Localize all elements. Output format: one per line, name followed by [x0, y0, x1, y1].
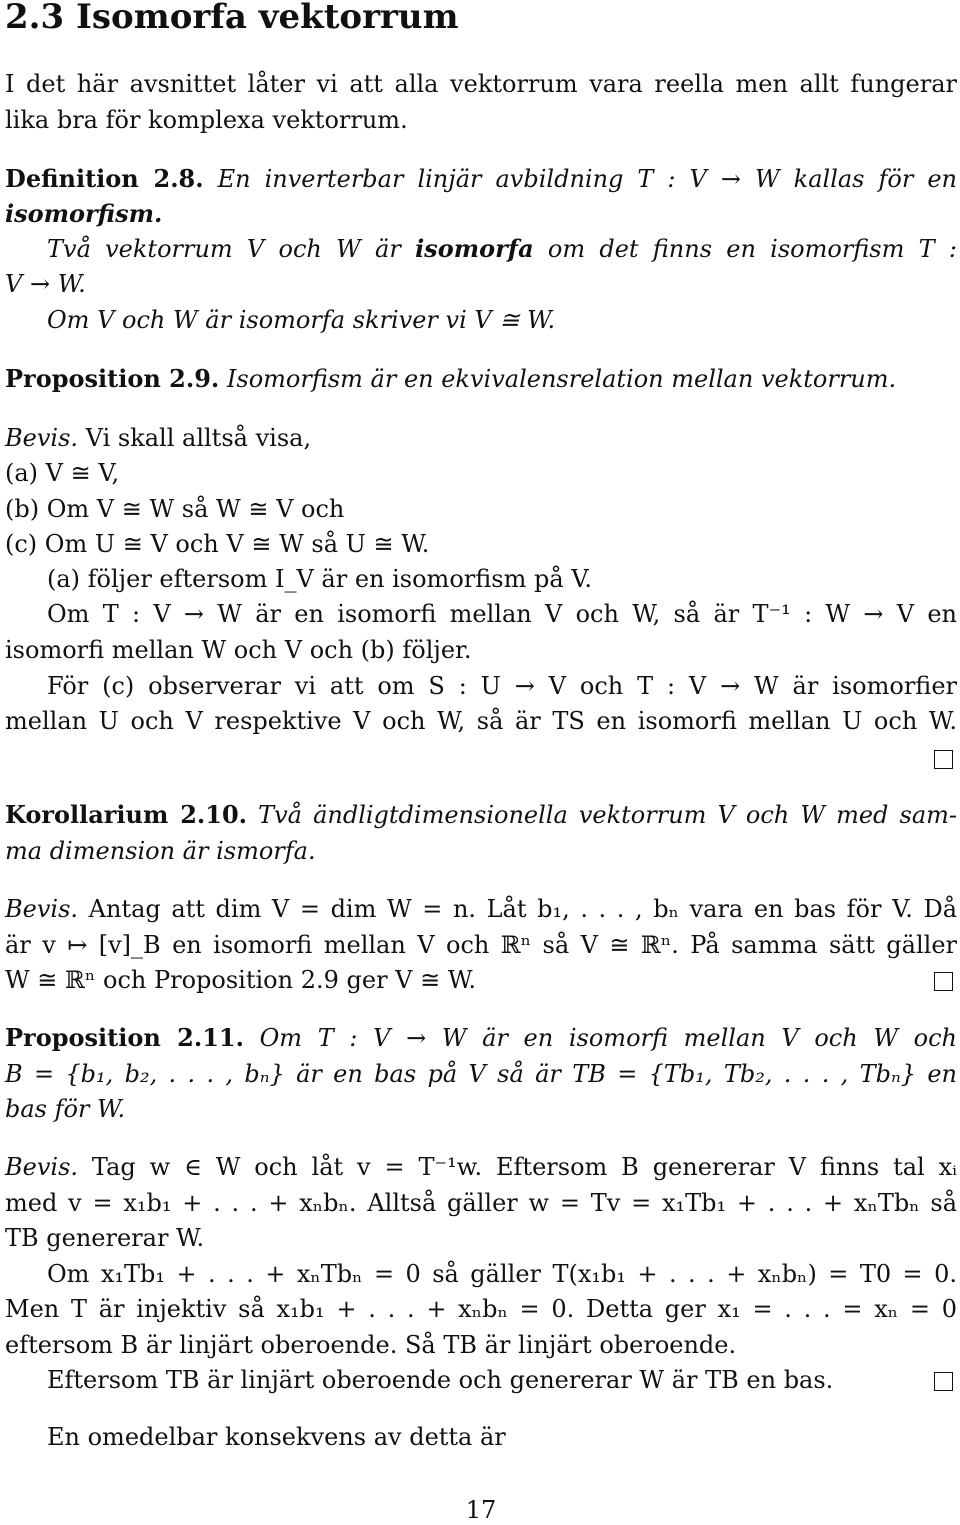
section-title: 2.3 Isomorfa vektorrum: [5, 0, 459, 37]
intro-line-2: lika bra för komplexa vektorrum.: [5, 106, 408, 134]
proposition-2-11-line-3: bas för W.: [5, 1095, 126, 1123]
proposition-2-11-line-2: B = {b₁, b₂, . . . , bₙ} är en bas på V så är TB = {Tb₁, Tb₂, . . . , Tbₙ} en: [5, 1060, 957, 1088]
definition-term-isomorfa: isomorfa: [415, 234, 534, 263]
qed-box-icon: [934, 1372, 953, 1391]
qed-box-icon: [934, 972, 953, 991]
definition-2-8-line-4: V → W.: [5, 270, 86, 298]
proposition-2-9-text: Isomorfism är en ekvivalensrelation mellan vektorrum.: [226, 365, 897, 393]
definition-text: En inverterbar linjär avbildning T : V → W kallas för en: [217, 165, 957, 193]
page-number: 17: [465, 1496, 497, 1524]
proof-1-line-5: (a) följer eftersom I_V är en isomorfism på V.: [47, 565, 593, 593]
proof-1-line-2: (a) V ≅ V,: [5, 459, 120, 487]
proof-2-line-2: är v ↦ [v]_B en isomorfi mellan V och ℝⁿ så V ≅ ℝⁿ. På samma sätt gäller: [5, 931, 957, 959]
definition-heading: Definition 2.8.: [5, 164, 204, 193]
proposition-2-9-heading: Proposition 2.9.: [5, 364, 220, 393]
proof-3-line-1: Bevis. Tag w ∈ W och låt v = T⁻¹w. Eftersom B genererar V finns tal xᵢ: [5, 1153, 957, 1181]
definition-2-8-line-1: [5, 164, 957, 194]
proposition-2-11-line-1: Proposition 2.11. Om T : V → W är en isomorfi mellan V och W och: [5, 1023, 957, 1052]
korollarium-2-10-line-1: Korollarium 2.10. Två ändligtdimensionella vektorrum V och W med sam-: [5, 800, 958, 829]
qed-box-icon: [934, 750, 953, 769]
proof-1-line-4: (c) Om U ≅ V och V ≅ W så U ≅ W.: [5, 530, 430, 558]
proof-1-line-9: mellan U och V respektive V och W, så är TS en isomorfi mellan U och W.: [5, 707, 957, 735]
proof-1-line-7: isomorfi mellan W och V och (b) följer.: [5, 636, 472, 664]
definition-term-isomorfism: isomorfism.: [5, 199, 163, 228]
proof-3-line-3: TB genererar W.: [5, 1224, 205, 1252]
proof-3-line-5: Men T är injektiv så x₁b₁ + . . . + xₙbₙ = 0. Detta ger x₁ = . . . = xₙ = 0: [5, 1295, 957, 1323]
proof-1-line-6: Om T : V → W är en isomorfi mellan V och W, så är T⁻¹ : W → V en: [47, 600, 957, 628]
proof-3-line-2: med v = x₁b₁ + . . . + xₙbₙ. Alltså gäller w = Tv = x₁Tb₁ + . . . + xₙTbₙ så: [5, 1189, 957, 1217]
proof-2-line-3: W ≅ ℝⁿ och Proposition 2.9 ger V ≅ W.: [5, 966, 476, 994]
proof-3-line-7: Eftersom TB är linjärt oberoende och genererar W är TB en bas.: [47, 1366, 834, 1394]
closing-line: En omedelbar konsekvens av detta är: [47, 1423, 506, 1451]
korollarium-2-10-line-2: ma dimension är ismorfa.: [5, 837, 316, 865]
proof-3-line-6: eftersom B är linjärt oberoende. Så TB är linjärt oberoende.: [5, 1331, 737, 1359]
proof-1-line-8: För (c) observerar vi att om S : U → V och T : V → W är isomorfier: [47, 672, 957, 700]
definition-2-8-line-3: Två vektorrum V och W är isomorfa om det finns en isomorfism T :: [47, 234, 957, 263]
proof-2-line-1: Bevis. Antag att dim V = dim W = n. Låt b₁, . . . , bₙ vara en bas för V. Då: [5, 895, 957, 923]
proof-1-line-3: (b) Om V ≅ W så W ≅ V och: [5, 495, 345, 523]
proposition-2-11-heading: Proposition 2.11.: [5, 1023, 244, 1052]
proposition-2-9: [5, 364, 896, 394]
intro-line-1: I det här avsnittet låter vi att alla vektorrum vara reella men allt fungerar: [5, 70, 957, 98]
proof-3-line-4: Om x₁Tb₁ + . . . + xₙTbₙ = 0 så gäller T(x₁b₁ + . . . + xₙbₙ) = T0 = 0.: [47, 1260, 957, 1288]
korollarium-heading: Korollarium 2.10.: [5, 800, 248, 829]
definition-2-8-line-5: Om V och W är isomorfa skriver vi V ≅ W.: [47, 306, 556, 334]
proof-1-line-1: Bevis. Vi skall alltså visa,: [5, 424, 312, 452]
